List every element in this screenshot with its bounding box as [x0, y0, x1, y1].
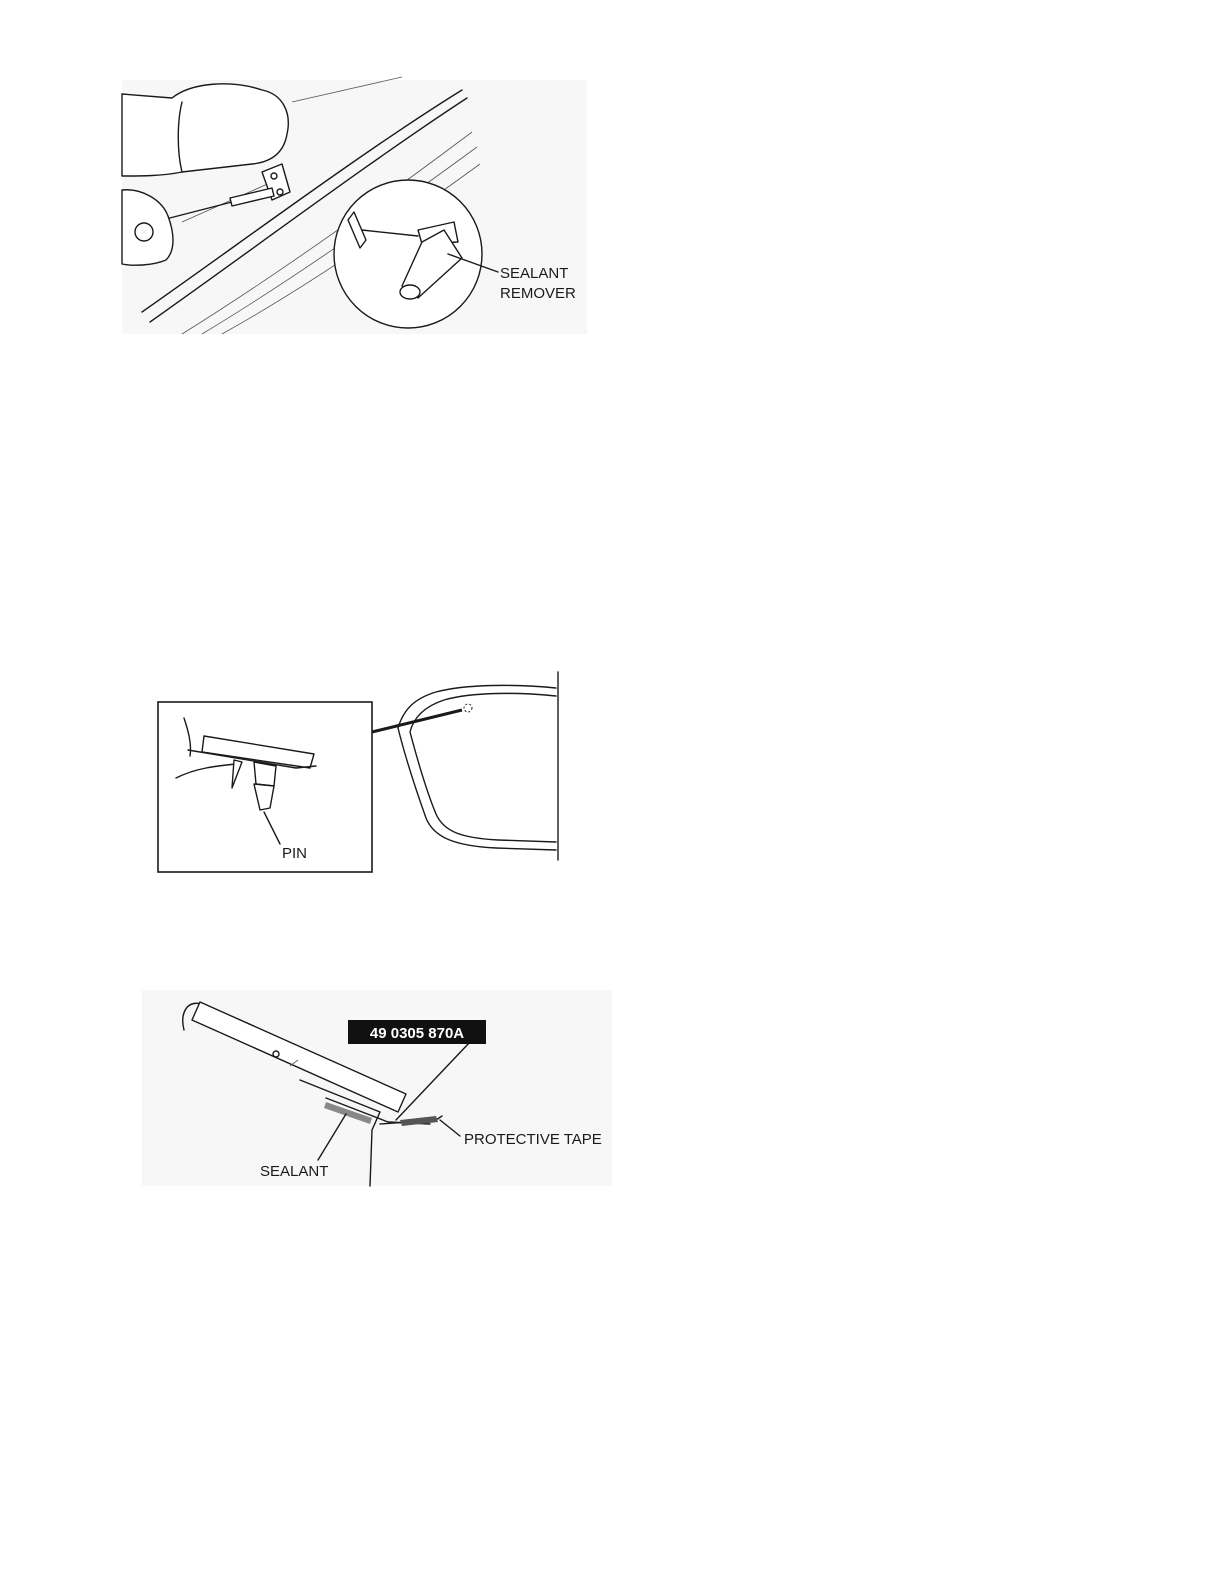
label-sealant-remover-line1: SEALANT: [500, 265, 569, 282]
label-protective-tape: PROTECTIVE TAPE: [464, 1131, 602, 1148]
figure-sealant-remover: [122, 72, 592, 334]
figure-pin-illustration: [156, 670, 566, 876]
pin-location-marker: [464, 704, 472, 712]
label-pin: PIN: [282, 845, 308, 862]
tool-number-text: 49 0305 870A: [369, 1025, 465, 1042]
remover-cylinder-end: [400, 285, 420, 299]
label-sealant-remover-line2: REMOVER: [500, 285, 576, 302]
figure-pin-location: [156, 670, 566, 876]
hand-upper: [122, 84, 288, 176]
detail-connector: [372, 710, 462, 732]
glass-outline-inner: [410, 693, 556, 842]
figure-sealant-remover-illustration: [122, 72, 592, 334]
label-sealant: SEALANT: [260, 1163, 329, 1180]
figure-protective-tape-illustration: [140, 990, 616, 1190]
figure-protective-tape: [140, 990, 616, 1190]
glass-outline-outer: [398, 685, 556, 850]
tool-knob: [135, 223, 153, 241]
pin-body: [254, 762, 276, 786]
